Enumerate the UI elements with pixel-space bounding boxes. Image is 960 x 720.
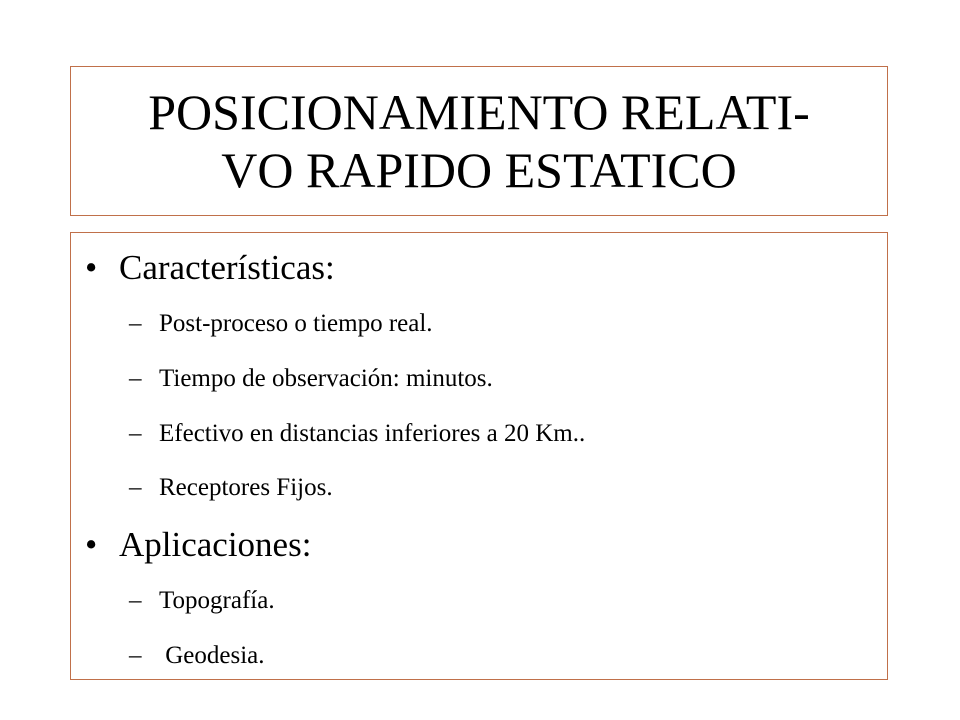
title-box (70, 66, 888, 216)
section-heading-label: Aplicaciones: (119, 525, 312, 564)
list-item (129, 419, 585, 449)
list-item-label: Topografía. (159, 587, 275, 614)
list-item-label: Efectivo en distancias inferiores a 20 Km.. (159, 420, 586, 447)
dash-glyph: – (129, 310, 142, 337)
dash-glyph: – (129, 420, 142, 447)
section-heading-caracteristicas (85, 248, 335, 288)
list-item (129, 364, 493, 394)
content-box (70, 232, 888, 680)
list-item (129, 641, 265, 671)
dash-glyph: – (129, 365, 142, 392)
bullet-glyph: • (85, 248, 98, 287)
title-line-2: VO RAPIDO ESTATICO (221, 142, 737, 198)
section-heading-aplicaciones (85, 525, 311, 565)
list-item-label: Geodesia. (159, 642, 265, 669)
slide-title (148, 83, 810, 199)
list-item (129, 309, 433, 339)
list-item-label: Tiempo de observación: minutos. (159, 365, 493, 392)
list-item-label: Post-proceso o tiempo real. (159, 310, 433, 337)
dash-glyph: – (129, 587, 142, 614)
list-item (129, 473, 333, 503)
title-line-1: POSICIONAMIENTO RELATI- (148, 84, 810, 140)
dash-glyph: – (129, 474, 142, 501)
bullet-glyph: • (85, 525, 98, 564)
section-heading-label: Características: (119, 248, 335, 287)
dash-glyph: – (129, 642, 142, 669)
list-item (129, 586, 275, 616)
list-item-label: Receptores Fijos. (159, 474, 333, 501)
